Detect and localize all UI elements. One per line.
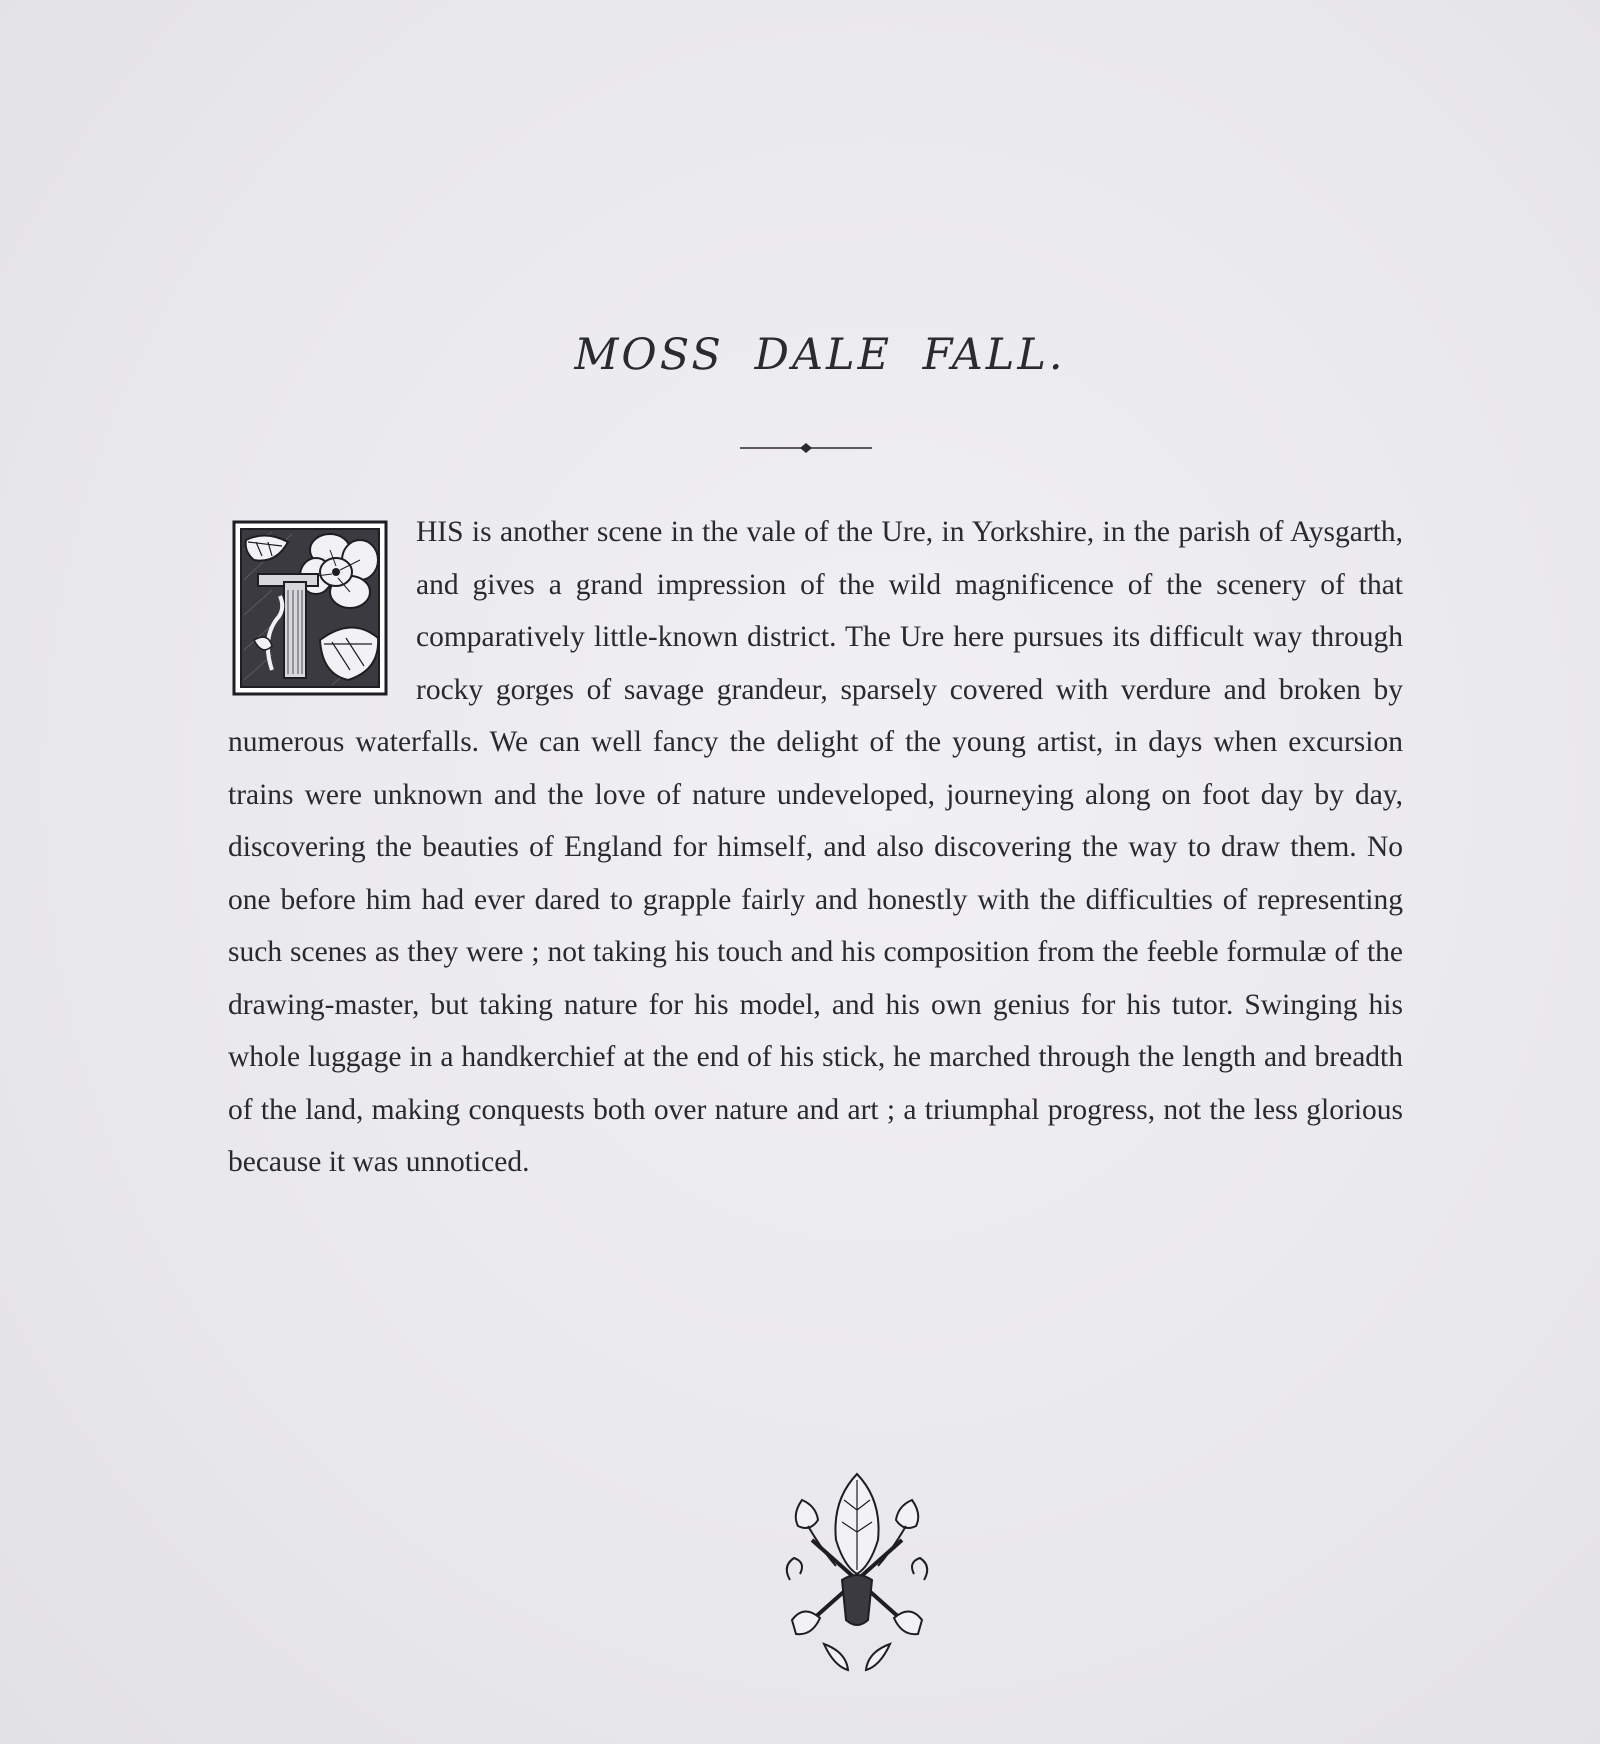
body-paragraph: HIS is another scene in the vale of the Ure, in Yorkshire, in the parish of Aysgarth, and gives a grand impression of the wild magnificence of the scenery of that comparatively little-known district. The Ure here pursues its difficult way through rocky gorges of savage grandeur, sparsely covered with verdure and broken by numerous waterfalls. We can well fancy the delight of the young artist, in days when excursion trains were unknown and the love of nature undeveloped, journeying along on foot day by day, discovering the beauties of England for himself, and also discovering the way to draw them. No one before him had ever dared to grapple fairly and honestly with the difficulties of representing such scenes as they were ; not taking his touch and his composition from the feeble formulæ of the drawing-master, but taking nature for his model, and his own genius for his tutor. Swinging his whole luggage in a handkerchief at the end of his stick, he marched through the length and breadth of the land, making conquests both over nature and art ; a triumphal progress, not the less glorious because it was unnoticed. [228,516,1403,1178]
ornamental-rule [740,440,872,456]
body-text-block [228,506,1403,1189]
page-title: MOSS DALE FALL. [574,330,1066,380]
illuminated-dropcap [232,520,388,696]
floral-tailpiece-ornament [782,1470,932,1676]
